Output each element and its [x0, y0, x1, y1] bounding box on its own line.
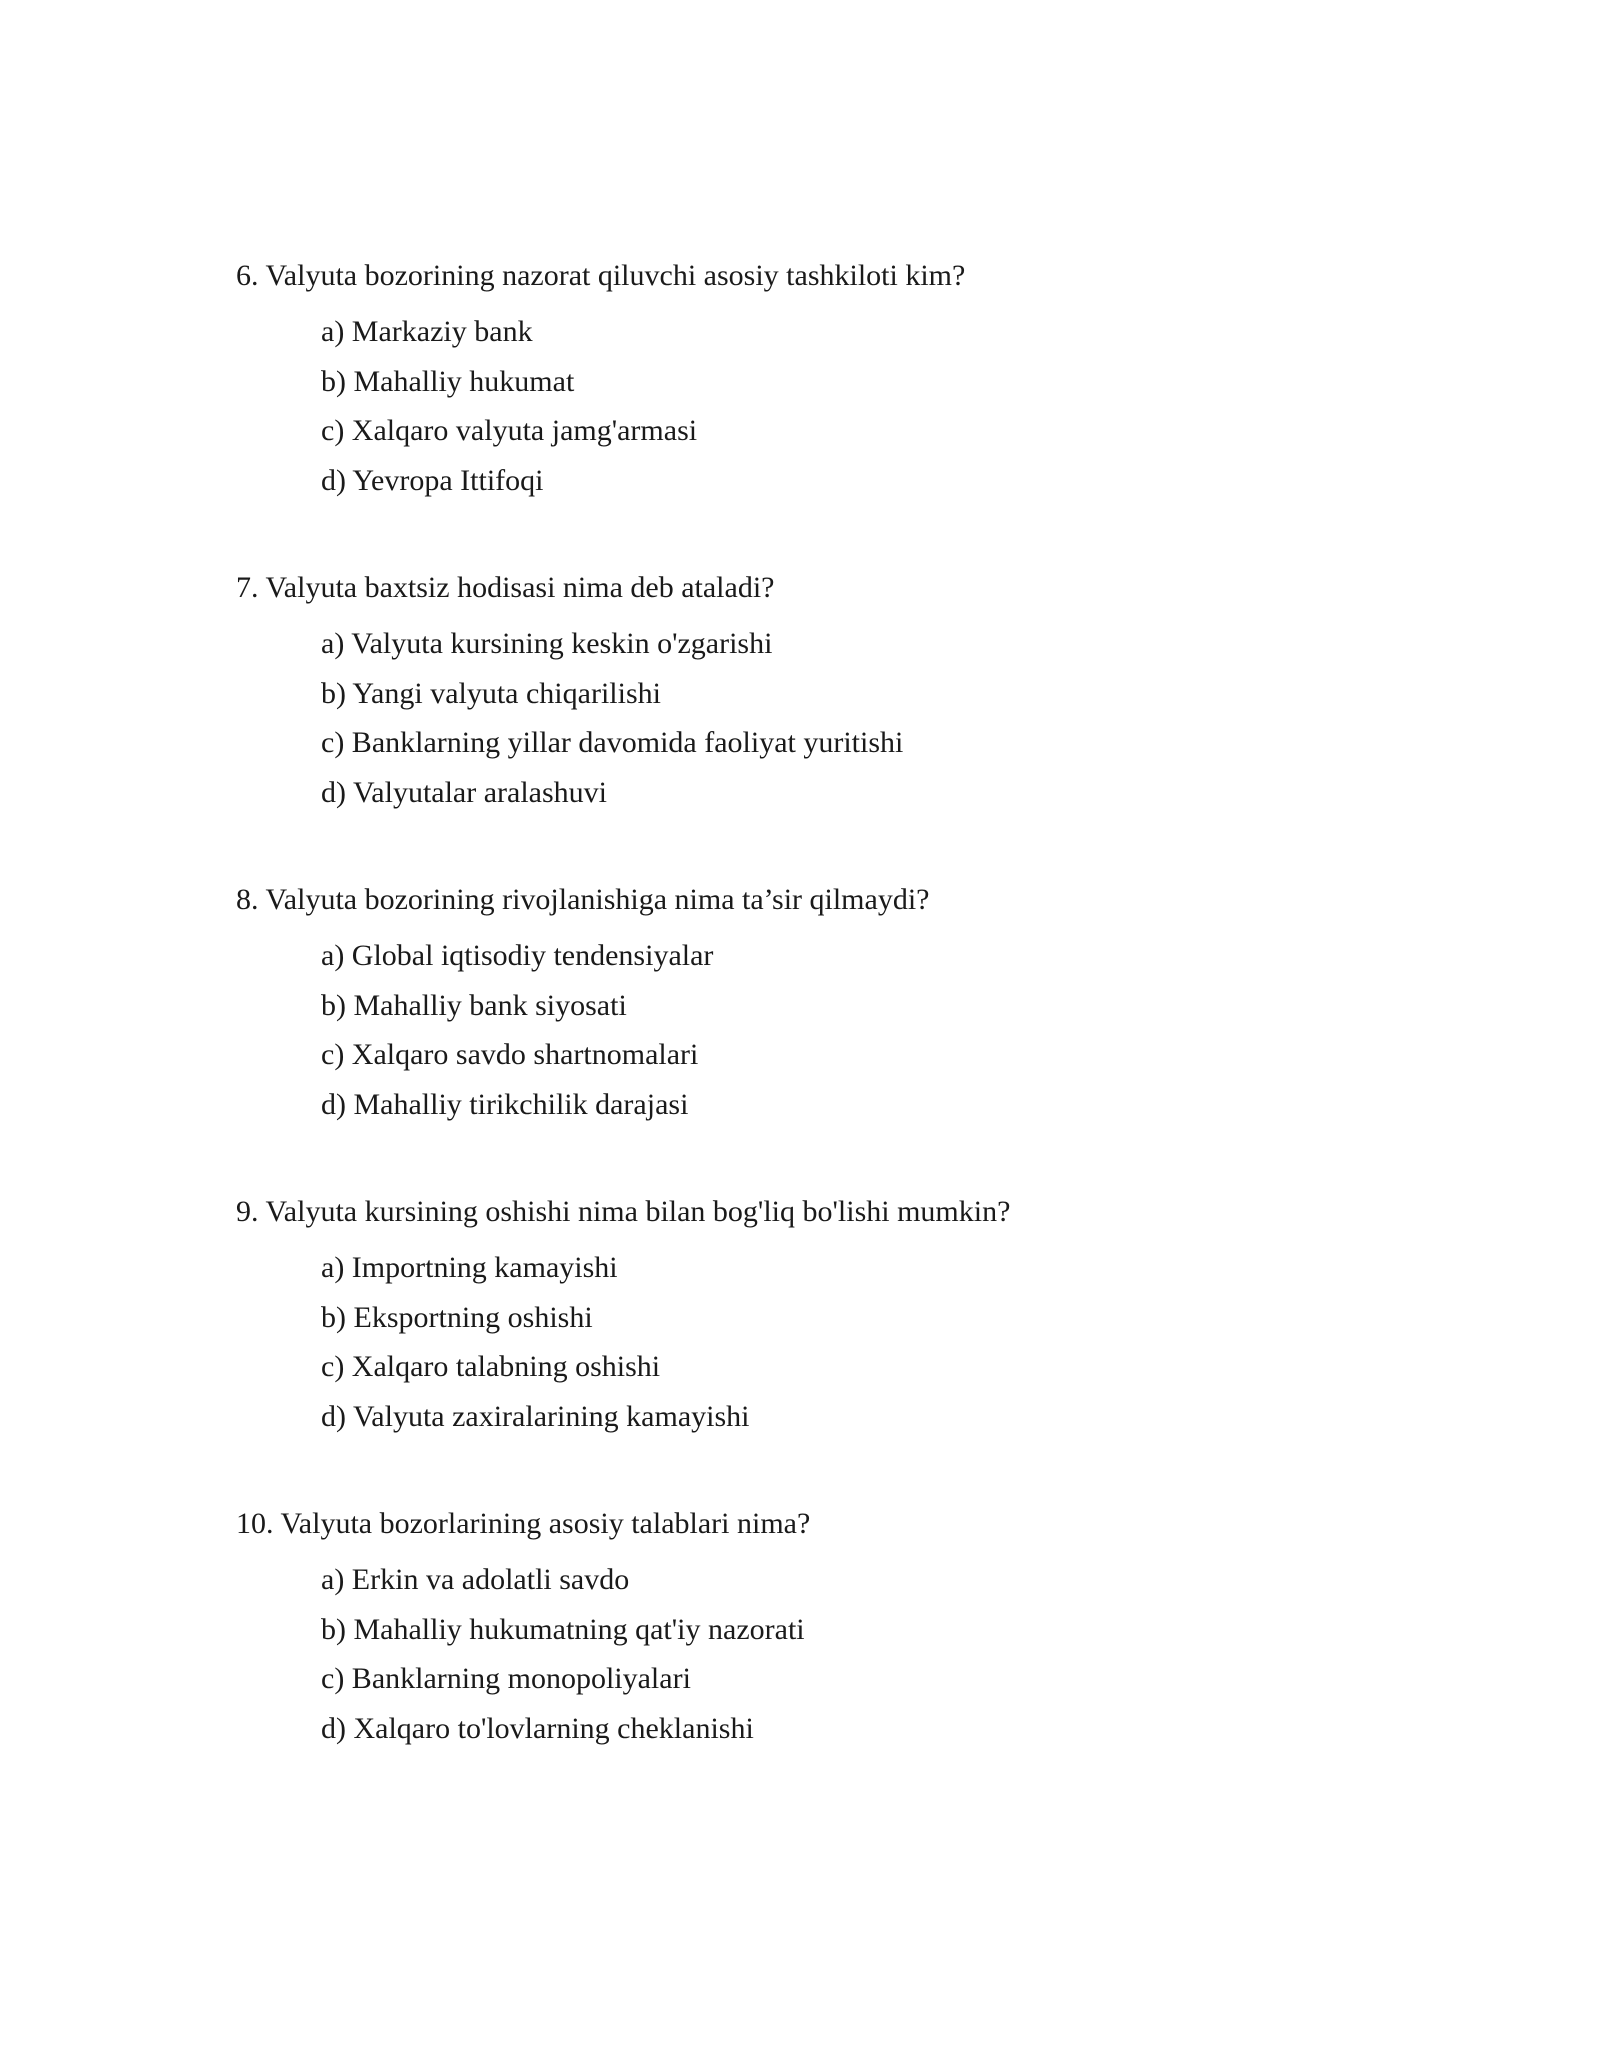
option-b: b) Eksportning oshishi	[321, 1300, 593, 1334]
option-a: a) Markaziy bank	[321, 315, 533, 348]
option-b: b) Yangi valyuta chiqarilishi	[321, 676, 661, 710]
answer-options	[236, 312, 1436, 510]
question-9	[236, 1192, 1436, 1446]
option-d: d) Yevropa Ittifoqi	[321, 463, 544, 497]
option-a: a) Erkin va adolatli savdo	[321, 1563, 630, 1596]
option-b: b) Mahalliy hukumatning qat'iy nazorati	[321, 1612, 805, 1646]
answer-options	[236, 1248, 1436, 1446]
option-c: c) Banklarning monopoliyalari	[321, 1662, 691, 1695]
question-list	[236, 256, 1436, 1816]
option-c: c) Xalqaro savdo shartnomalari	[321, 1038, 699, 1071]
question-7	[236, 568, 1436, 822]
option-d: d) Valyutalar aralashuvi	[321, 775, 608, 809]
question-10	[236, 1504, 1436, 1758]
option-a: a) Importning kamayishi	[321, 1251, 618, 1284]
option-c: c) Xalqaro valyuta jamg'armasi	[321, 414, 698, 447]
option-d: d) Valyuta zaxiralarining kamayishi	[321, 1399, 750, 1433]
option-a: a) Valyuta kursining keskin o'zgarishi	[321, 627, 773, 660]
question-text: 6. Valyuta bozorining nazorat qiluvchi asosiy tashkiloti kim?	[236, 259, 966, 292]
option-b: b) Mahalliy bank siyosati	[321, 988, 627, 1022]
option-c: c) Xalqaro talabning oshishi	[321, 1350, 661, 1383]
question-text: 8. Valyuta bozorining rivojlanishiga nima ta’sir qilmaydi?	[236, 883, 930, 916]
question-8	[236, 880, 1436, 1134]
answer-options	[236, 936, 1436, 1134]
answer-options	[236, 1560, 1436, 1758]
option-a: a) Global iqtisodiy tendensiyalar	[321, 939, 714, 972]
answer-options	[236, 624, 1436, 822]
question-text: 7. Valyuta baxtsiz hodisasi nima deb ataladi?	[236, 571, 775, 604]
option-d: d) Xalqaro to'lovlarning cheklanishi	[321, 1711, 754, 1745]
question-6	[236, 256, 1436, 510]
question-text: 9. Valyuta kursining oshishi nima bilan bog'liq bo'lishi mumkin?	[236, 1195, 1011, 1228]
option-c: c) Banklarning yillar davomida faoliyat yuritishi	[321, 726, 904, 759]
option-d: d) Mahalliy tirikchilik darajasi	[321, 1087, 689, 1121]
question-text: 10. Valyuta bozorlarining asosiy talablari nima?	[236, 1507, 811, 1540]
option-b: b) Mahalliy hukumat	[321, 364, 575, 398]
